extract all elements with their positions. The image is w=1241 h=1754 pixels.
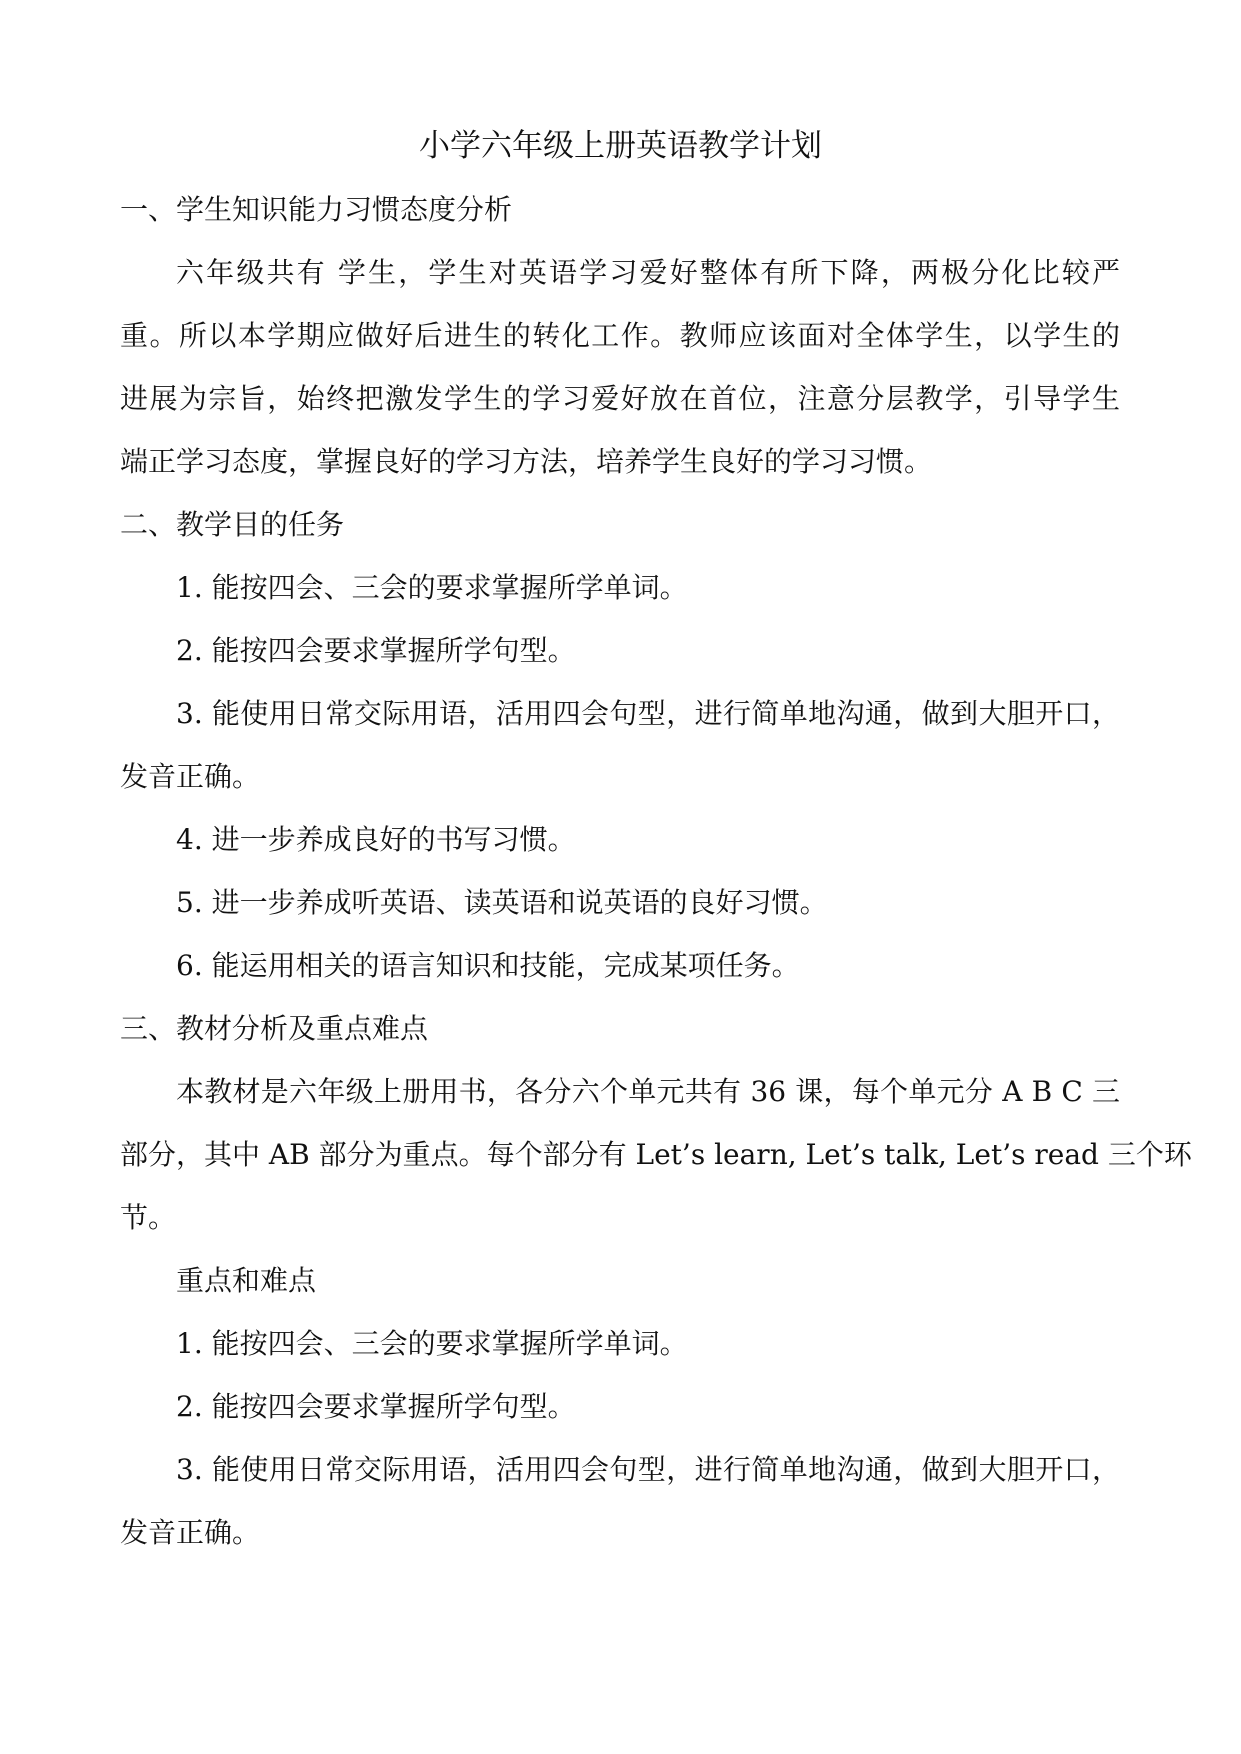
paragraph-line: 节。 <box>120 1201 177 1234</box>
list-item: 2. 能按四会要求掌握所学句型。 <box>176 1390 576 1423</box>
paragraph-line: 部分，其中 AB 部分为重点。每个部分有 Let’s learn, Let’s talk, Let’s read 三个环 <box>120 1138 1192 1171</box>
list-item: 5. 进一步养成听英语、读英语和说英语的良好习惯。 <box>176 886 828 919</box>
section-heading-1: 一、学生知识能力习惯态度分析 <box>120 193 513 226</box>
paragraph-line: 六年级共有 学生，学生对英语学习爱好整体有所下降，两极分化比较严 <box>176 256 1120 289</box>
document-title: 小学六年级上册英语教学计划 <box>419 128 822 164</box>
paragraph-line: 重。所以本学期应做好后进生的转化工作。教师应该面对全体学生，以学生的 <box>120 319 1120 352</box>
paragraph-line: 进展为宗旨，始终把激发学生的学习爱好放在首位，注意分层教学，引导学生 <box>120 382 1120 415</box>
section-heading-3: 三、教材分析及重点难点 <box>120 1012 429 1045</box>
list-item: 3. 能使用日常交际用语，活用四会句型，进行简单地沟通，做到大胆开口， <box>176 1453 1120 1486</box>
list-item: 3. 能使用日常交际用语，活用四会句型，进行简单地沟通，做到大胆开口， <box>176 697 1120 730</box>
section-heading-2: 二、教学目的任务 <box>120 508 345 541</box>
list-item: 4. 进一步养成良好的书写习惯。 <box>176 823 576 856</box>
list-item: 2. 能按四会要求掌握所学句型。 <box>176 634 576 667</box>
list-item: 1. 能按四会、三会的要求掌握所学单词。 <box>176 1327 688 1360</box>
paragraph-line: 本教材是六年级上册用书，各分六个单元共有 36 课，每个单元分 A B C 三 <box>176 1075 1120 1108</box>
subheading: 重点和难点 <box>176 1264 317 1297</box>
list-item: 1. 能按四会、三会的要求掌握所学单词。 <box>176 571 688 604</box>
list-item-continuation: 发音正确。 <box>120 1516 261 1549</box>
list-item-continuation: 发音正确。 <box>120 760 261 793</box>
paragraph-line: 端正学习态度，掌握良好的学习方法，培养学生良好的学习习惯。 <box>120 445 933 478</box>
list-item: 6. 能运用相关的语言知识和技能，完成某项任务。 <box>176 949 800 982</box>
